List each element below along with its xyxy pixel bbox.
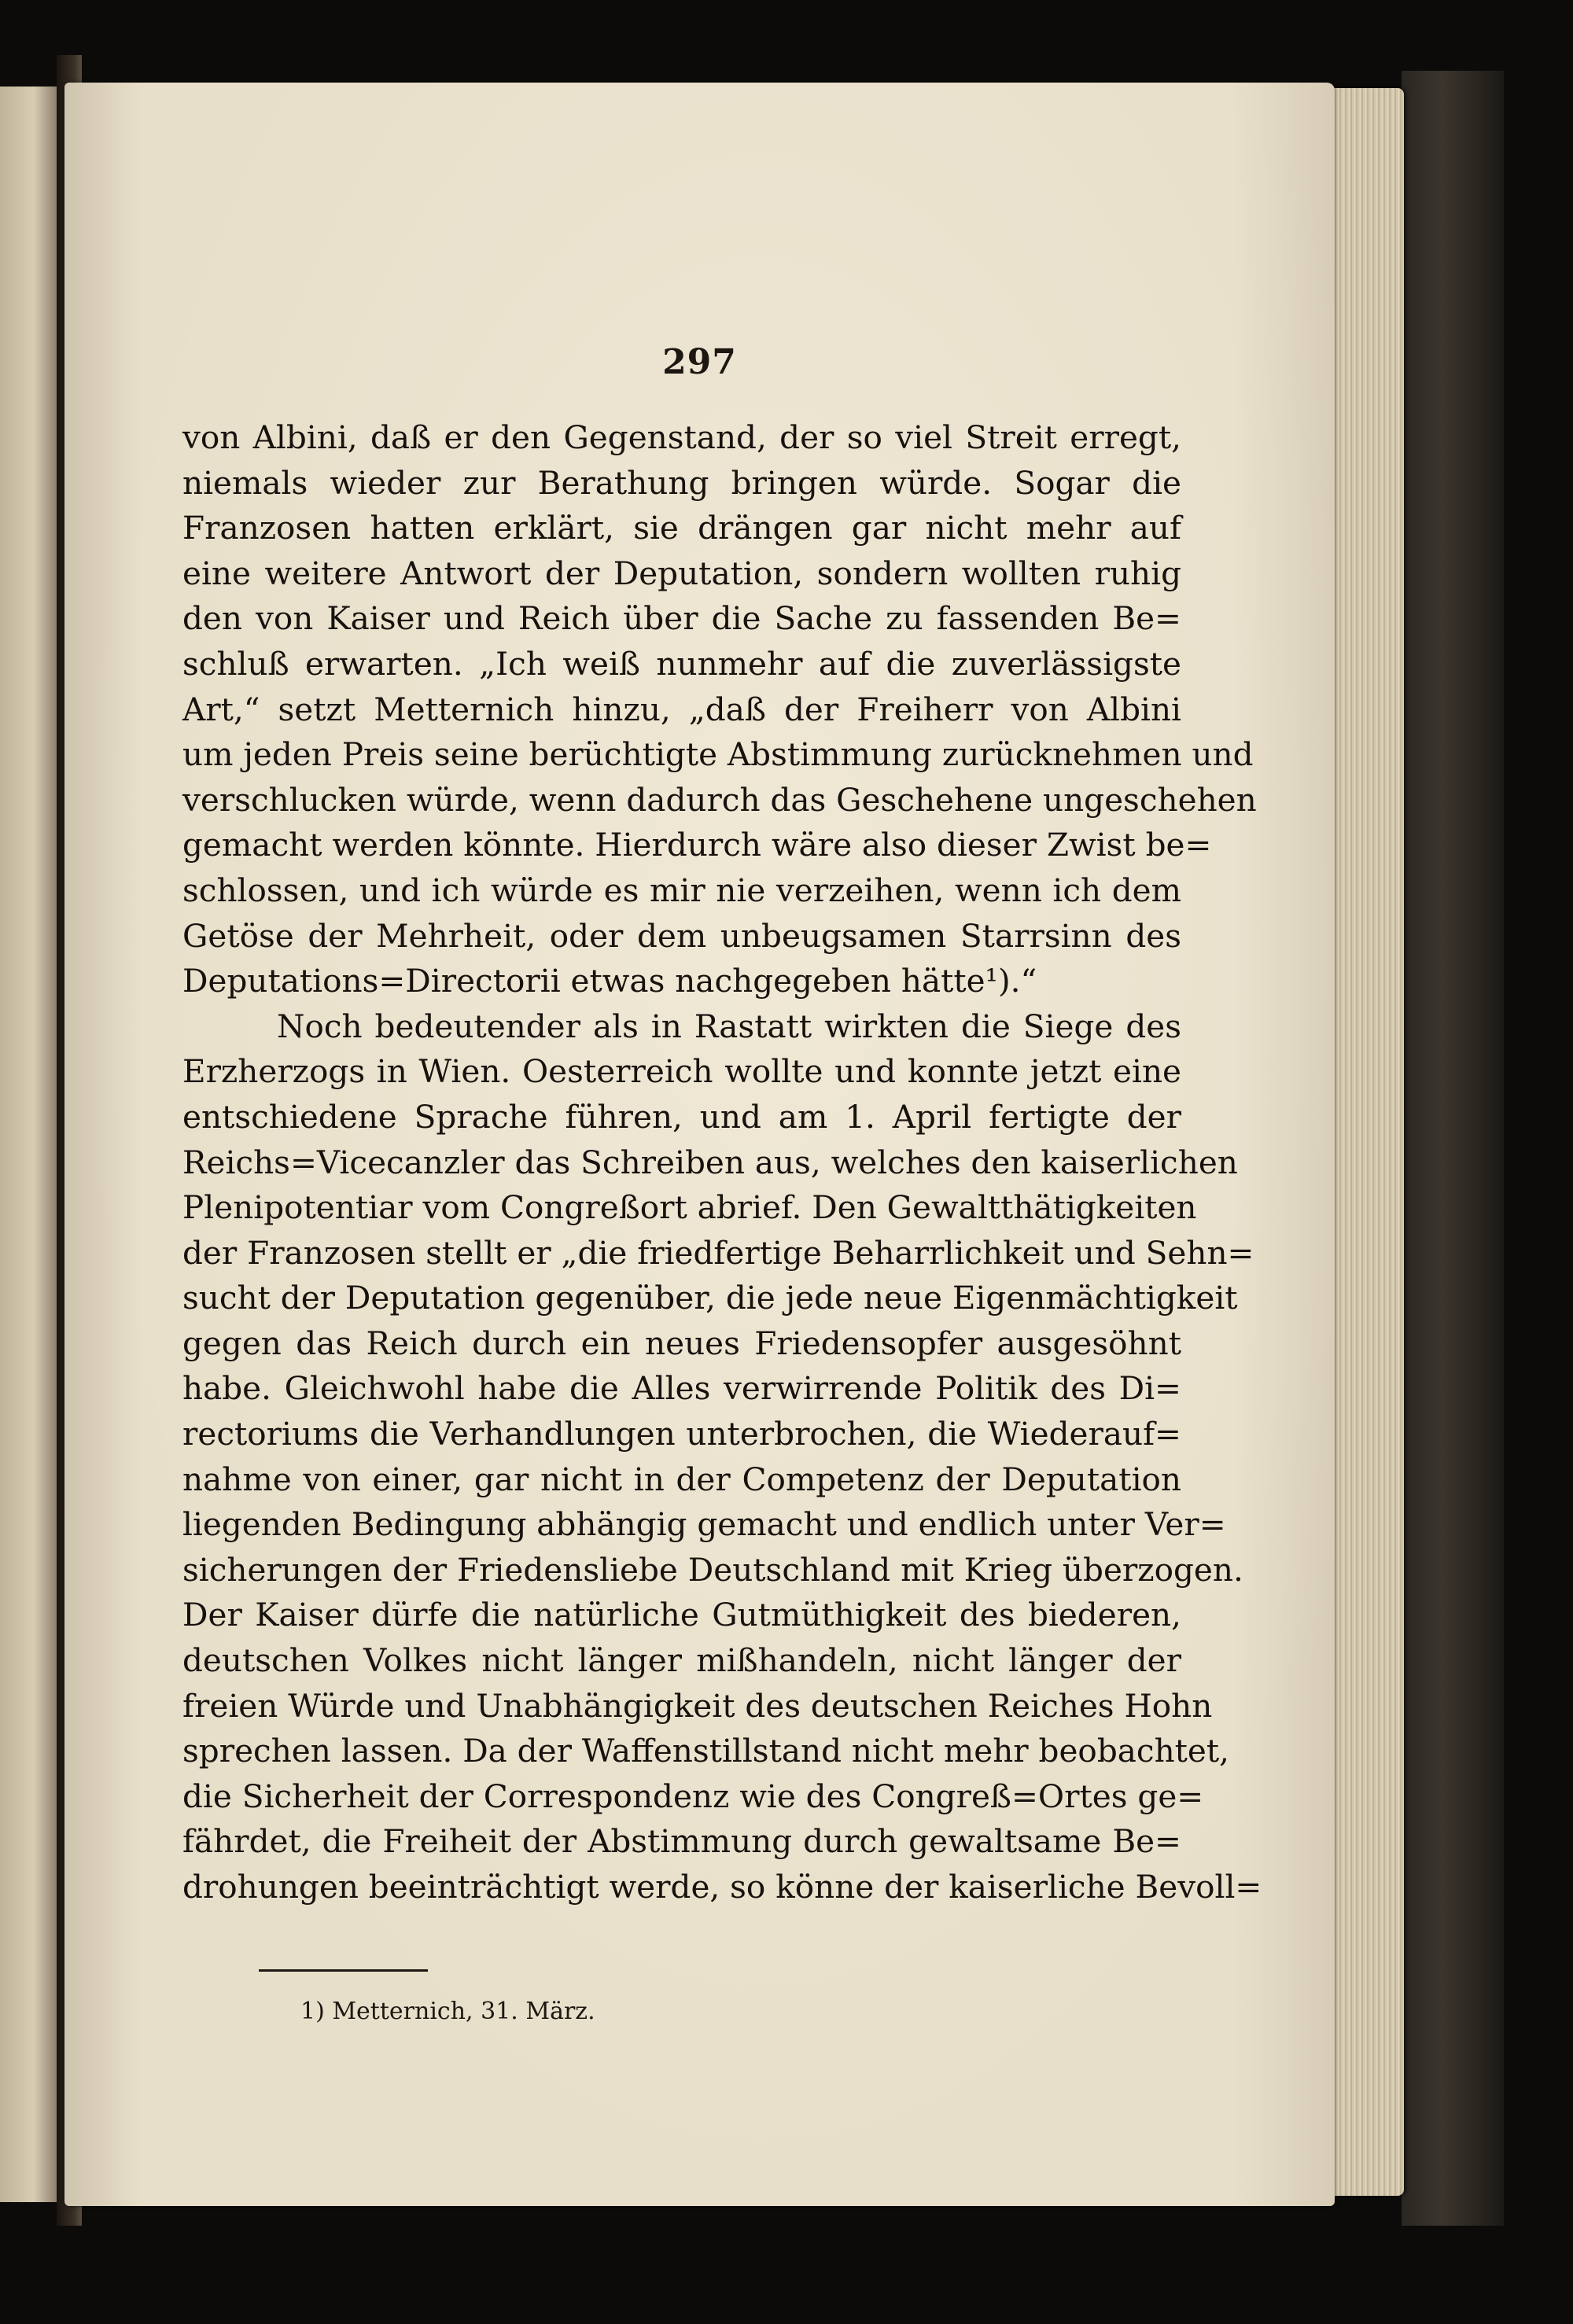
text-line: von Albini, daß er den Gegenstand, der so viel Streit erregt, [182, 418, 1181, 456]
footnote-divider [259, 1969, 428, 1972]
text-line: gegen das Reich durch ein neues Friedensopfer ausgesöhnt [182, 1324, 1181, 1362]
text-line: Getöse der Mehrheit, oder dem unbeugsamen Starrsinn des [182, 916, 1181, 955]
text-line: Der Kaiser dürfe die natürliche Gutmüthigkeit des biederen, [182, 1596, 1181, 1634]
text-line: liegenden Bedingung abhängig gemacht und endlich unter Ver= [182, 1505, 1226, 1544]
text-line: sucht der Deputation gegenüber, die jede neue Eigenmächtigkeit [182, 1279, 1238, 1317]
text-line: eine weitere Antwort der Deputation, sondern wollten ruhig [182, 554, 1181, 592]
text-line: Reichs=Vicecanzler das Schreiben aus, welches den kaiserlichen [182, 1143, 1238, 1181]
footnote: 1) Metternich, 31. März. [300, 1998, 595, 2025]
text-line: entschiedene Sprache führen, und am 1. April fertigte der [182, 1097, 1181, 1136]
text-line: freien Würde und Unabhängigkeit des deutschen Reiches Hohn [182, 1686, 1213, 1725]
text-line: Erzherzogs in Wien. Oesterreich wollte und konnte jetzt eine [182, 1052, 1181, 1091]
text-line: schlossen, und ich würde es mir nie verzeihen, wenn ich dem [182, 871, 1181, 909]
text-line: niemals wieder zur Berathung bringen würde. Sogar die [182, 463, 1181, 502]
text-line: nahme von einer, gar nicht in der Competenz der Deputation [182, 1460, 1181, 1498]
text-line: der Franzosen stellt er „die friedfertige Beharrlichkeit und Sehn= [182, 1233, 1254, 1272]
text-line: Deputations=Directorii etwas nachgegeben hätte¹).“ [182, 962, 1037, 1000]
text-line: sicherungen der Friedensliebe Deutschland mit Krieg überzogen. [182, 1550, 1243, 1589]
text-line: die Sicherheit der Correspondenz wie des Congreß=Ortes ge= [182, 1777, 1204, 1815]
text-line: sprechen lassen. Da der Waffenstillstand nicht mehr beobachtet, [182, 1732, 1230, 1770]
text-line: rectoriums die Verhandlungen unterbrochen, die Wiederauf= [182, 1415, 1181, 1453]
text-line: Noch bedeutender als in Rastatt wirkten die Siege des [277, 1007, 1181, 1045]
left-page-edge [0, 87, 57, 2202]
text-line: den von Kaiser und Reich über die Sache zu fassenden Be= [182, 599, 1181, 638]
text-line: gemacht werden könnte. Hierdurch wäre also dieser Zwist be= [182, 826, 1212, 864]
text-line: fährdet, die Freiheit der Abstimmung durch gewaltsame Be= [182, 1822, 1181, 1861]
text-line: Plenipotentiar vom Congreßort abrief. Den Gewaltthätigkeiten [182, 1188, 1197, 1227]
text-line: drohungen beeinträchtigt werde, so könne der kaiserliche Bevoll= [182, 1868, 1262, 1906]
book-cover-edge [1402, 71, 1504, 2226]
text-line: Franzosen hatten erklärt, sie drängen gar nicht mehr auf [182, 509, 1181, 547]
book-page [64, 83, 1335, 2206]
text-line: schluß erwarten. „Ich weiß nunmehr auf die zuverlässigste [182, 644, 1181, 683]
body-text [182, 415, 1262, 1910]
page-stack-edge [1325, 88, 1404, 2196]
text-line: um jeden Preis seine berüchtigte Abstimmung zurücknehmen und [182, 735, 1254, 774]
text-line: habe. Gleichwohl habe die Alles verwirrende Politik des Di= [182, 1369, 1181, 1408]
text-line: Art,“ setzt Metternich hinzu, „daß der Freiherr von Albini [182, 690, 1181, 728]
page-number: 297 [662, 342, 737, 382]
text-line: verschlucken würde, wenn dadurch das Geschehene ungeschehen [182, 780, 1257, 819]
text-line: deutschen Volkes nicht länger mißhandeln, nicht länger der [182, 1641, 1181, 1680]
